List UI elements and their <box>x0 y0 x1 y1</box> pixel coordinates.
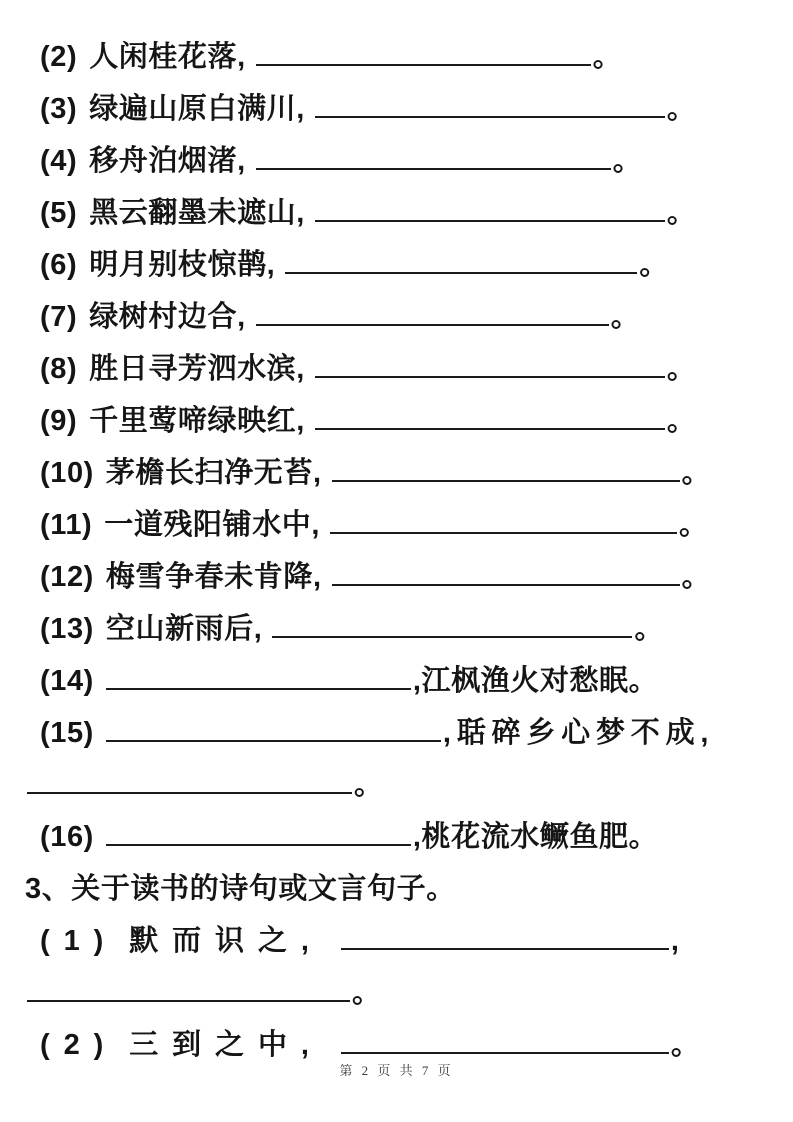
question-line-13 <box>40 603 793 655</box>
answer-blank <box>315 190 665 222</box>
poem-text: 胜日寻芳泗水滨, <box>89 353 305 385</box>
poem-text: 绿遍山原白满川, <box>89 93 305 125</box>
poem-text: 梅雪争春未肯降, <box>105 561 322 593</box>
item-number: (6) <box>40 249 78 281</box>
item-number: (7) <box>40 301 78 333</box>
poem-text: 人闲桂花落, <box>89 41 246 73</box>
answer-blank <box>332 450 680 482</box>
answer-blank <box>341 918 669 950</box>
question-line-5 <box>40 187 793 239</box>
question-line-8 <box>40 343 793 395</box>
item-number: (2) <box>40 1029 118 1061</box>
answer-blank <box>106 814 411 846</box>
item-number: (4) <box>40 145 78 177</box>
punctuation: 。 <box>354 769 384 801</box>
punctuation: 。 <box>612 145 643 177</box>
poem-text: 一道残阳铺水中, <box>104 509 320 541</box>
punctuation: 。 <box>610 301 641 333</box>
question-line-10 <box>40 447 793 499</box>
question-line-4 <box>40 135 793 187</box>
punctuation: , <box>670 925 693 957</box>
poem-text: ,聒碎乡心梦不成, <box>442 717 715 749</box>
poem-text: ,桃花流水鳜鱼肥。 <box>412 821 659 853</box>
punctuation: 。 <box>634 613 665 645</box>
answer-blank <box>315 346 665 378</box>
item-number: (8) <box>40 353 78 385</box>
answer-blank <box>106 710 441 742</box>
item-number: (12) <box>40 561 94 593</box>
answer-blank <box>27 762 352 794</box>
poem-text: 千里莺啼绿映红, <box>89 405 305 437</box>
poem-text: 明月别枝惊鹊, <box>89 249 276 281</box>
punctuation: 。 <box>639 249 669 281</box>
punctuation: 。 <box>666 197 697 229</box>
answer-blank <box>256 138 611 170</box>
question-line-6 <box>40 239 793 291</box>
punctuation: 。 <box>352 977 382 1009</box>
answer-blank <box>315 398 665 430</box>
question-line-15 <box>40 707 793 759</box>
poem-text: 移舟泊烟渚, <box>89 145 246 177</box>
poem-text: ,江枫渔火对愁眠。 <box>412 665 659 697</box>
question-line-3 <box>40 83 793 135</box>
sub-question-line-1-continuation <box>27 967 793 1019</box>
poem-text: 茅檐长扫净无苔, <box>105 457 322 489</box>
item-number: (9) <box>40 405 78 437</box>
question-line-14 <box>40 655 793 707</box>
poem-text: 绿树村边合, <box>89 301 246 333</box>
item-number: (11) <box>40 509 93 541</box>
punctuation: 。 <box>681 561 712 593</box>
item-number: (1) <box>40 925 118 957</box>
poem-text: 黑云翻墨未遮山, <box>89 197 305 229</box>
question-line-12 <box>40 551 793 603</box>
punctuation: 。 <box>592 41 623 73</box>
punctuation: 。 <box>666 405 697 437</box>
item-number: (2) <box>40 41 78 73</box>
answer-blank <box>285 242 637 274</box>
answer-blank <box>27 970 350 1002</box>
question-line-11 <box>40 499 793 551</box>
item-number: (14) <box>40 665 94 697</box>
question-line-9 <box>40 395 793 447</box>
question-line-16 <box>40 811 793 863</box>
answer-blank <box>256 34 591 66</box>
answer-blank <box>330 502 677 534</box>
answer-blank <box>341 1022 669 1054</box>
page-footer: 第 2 页 共 7 页 <box>339 1063 454 1078</box>
classical-text: 三到之中, <box>129 1029 323 1061</box>
question-line-15-continuation <box>27 759 793 811</box>
section-heading: 3、关于读书的诗句或文言句子。 <box>25 873 456 905</box>
item-number: (5) <box>40 197 78 229</box>
item-number: (13) <box>40 613 94 645</box>
answer-blank <box>272 606 632 638</box>
answer-blank <box>256 294 609 326</box>
punctuation: 。 <box>670 1029 714 1061</box>
poem-text: 空山新雨后, <box>105 613 263 645</box>
punctuation: 。 <box>666 93 697 125</box>
punctuation: 。 <box>681 457 712 489</box>
punctuation: 。 <box>679 509 709 541</box>
item-number: (10) <box>40 457 94 489</box>
question-line-7 <box>40 291 793 343</box>
answer-blank <box>332 554 680 586</box>
item-number: (3) <box>40 93 78 125</box>
item-number: (16) <box>40 821 94 853</box>
punctuation: 。 <box>666 353 697 385</box>
question-line-2 <box>40 31 793 83</box>
item-number: (15) <box>40 717 94 749</box>
answer-blank <box>315 86 665 118</box>
classical-text: 默而识之, <box>129 925 323 957</box>
answer-blank <box>106 658 411 690</box>
sub-question-line-1 <box>40 915 793 967</box>
